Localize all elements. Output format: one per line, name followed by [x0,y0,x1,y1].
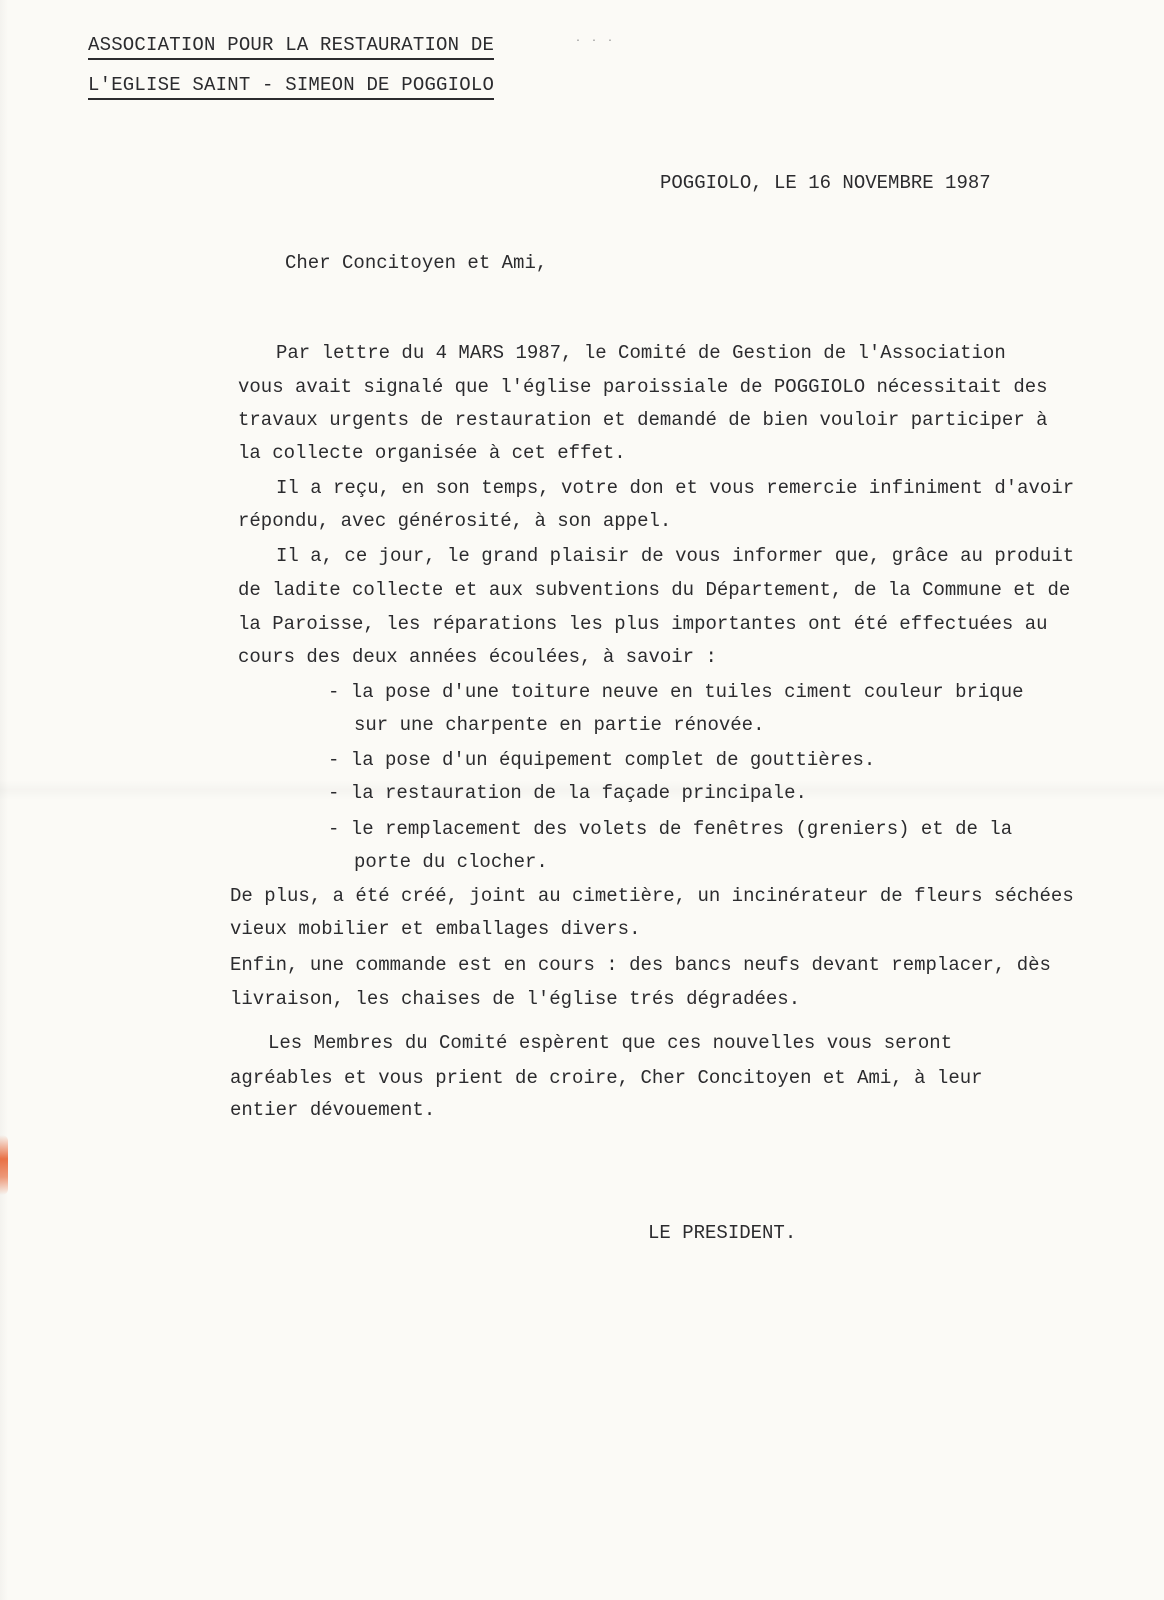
body-line: Il a, ce jour, le grand plaisir de vous informer que, grâce au produit [276,545,1075,567]
body-line: cours des deux années écoulées, à savoir : [238,646,717,668]
paper-specks: · · · [575,36,616,47]
body-line: De plus, a été créé, joint au cimetière, un incinérateur de fleurs séchées [230,885,1074,907]
letterhead-line-2 [88,70,494,110]
body-line: travaux urgents de restauration et demandé de bien vouloir participer à [238,409,1048,431]
body-line: Enfin, une commande est en cours : des bancs neufs devant remplacer, dès [230,954,1051,976]
body-line: Il a reçu, en son temps, votre don et vous remercie infiniment d'avoir [276,477,1075,499]
letterhead-line-1 [88,30,494,70]
body-line: la Paroisse, les réparations les plus importantes ont été effectuées au [238,613,1048,635]
body-line: agréables et vous prient de croire, Cher Concitoyen et Ami, à leur [230,1067,983,1089]
body-line: entier dévouement. [230,1099,436,1121]
list-item: - la pose d'une toiture neuve en tuiles ciment couleur brique [328,681,1024,703]
signature: LE PRESIDENT. [648,1222,797,1244]
list-item: - le remplacement des volets de fenêtres (greniers) et de la [328,818,1013,840]
paper-stain [0,1135,8,1195]
body-line: la collecte organisée à cet effet. [238,442,626,464]
list-item-continuation: porte du clocher. [354,851,548,873]
list-item: - la restauration de la façade principale. [328,782,807,804]
letter-date: POGGIOLO, LE 16 NOVEMBRE 1987 [660,172,991,194]
body-line: vous avait signalé que l'église paroissiale de POGGIOLO nécessitait des [238,376,1048,398]
body-line: Par lettre du 4 MARS 1987, le Comité de Gestion de l'Association [276,342,1006,364]
list-item-continuation: sur une charpente en partie rénovée. [354,714,765,736]
body-line: vieux mobilier et emballages divers. [230,918,641,940]
letterhead-text-1: ASSOCIATION POUR LA RESTAURATION DE [88,34,494,60]
list-item: - la pose d'un équipement complet de gouttières. [328,749,876,771]
body-line: livraison, les chaises de l'église trés dégradées. [230,988,801,1010]
body-line: répondu, avec générosité, à son appel. [238,510,672,532]
letterhead-text-2: L'EGLISE SAINT - SIMEON DE POGGIOLO [88,74,494,100]
letterhead [88,30,494,110]
body-line: Les Membres du Comité espèrent que ces nouvelles vous seront [268,1032,953,1054]
body-line: de ladite collecte et aux subventions du Département, de la Commune et de [238,579,1071,601]
salutation: Cher Concitoyen et Ami, [285,252,548,274]
